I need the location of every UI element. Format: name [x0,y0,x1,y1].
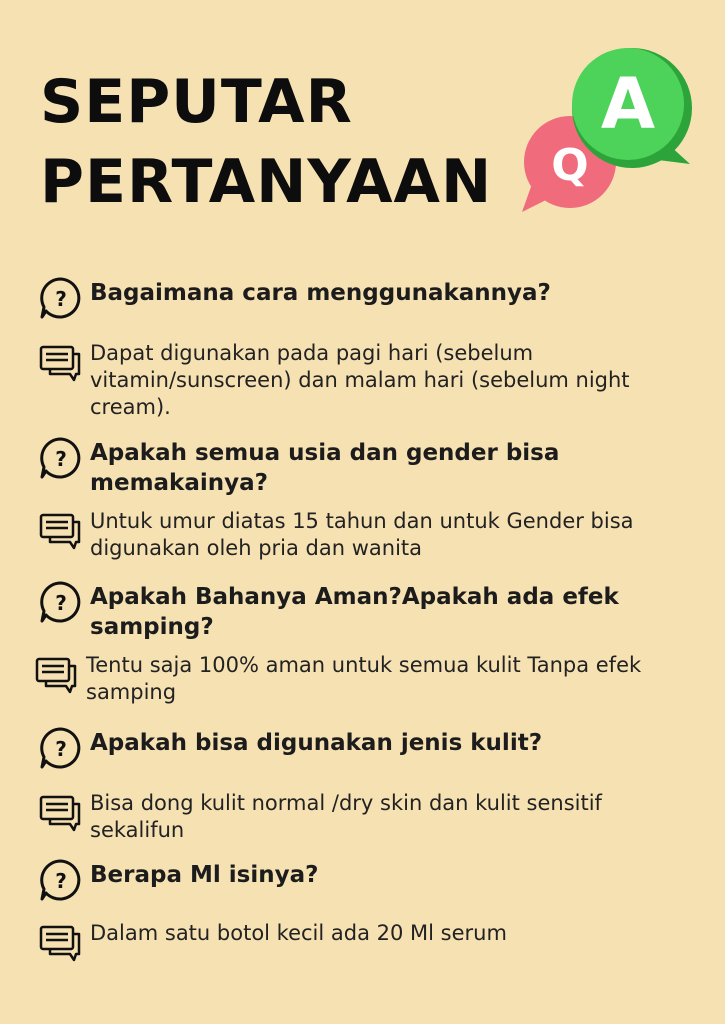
question-bubble-icon [38,858,82,902]
question-text: Berapa Ml isinya? [90,862,319,888]
question-row [38,436,698,498]
answer-row [38,920,698,964]
q-letter: Q [551,140,589,191]
a-letter: A [600,63,656,145]
question-bubble-icon [38,580,82,624]
question-text: Bagaimana cara menggunakannya? [90,280,551,306]
svg-text:?: ? [55,287,67,311]
answer-text: Dapat digunakan pada pagi hari (sebelum vitamin/sunscreen) dan malam hari (sebelum night cream). [90,341,630,419]
question-row [38,858,698,902]
question-bubble-icon [38,276,82,320]
question-text: Apakah bisa digunakan jenis kulit? [90,730,543,756]
faq-item-2 [38,436,698,562]
answer-text: Untuk umur diatas 15 tahun dan untuk Gender bisa digunakan oleh pria dan wanita [90,509,634,560]
svg-text:?: ? [55,737,67,761]
question-text: Apakah Bahanya Aman?Apakah ada efek samping? [90,584,619,640]
chat-icon [38,794,82,834]
svg-text:?: ? [55,869,67,893]
answer-row [34,652,698,706]
title-line-1: SEPUTAR [40,67,353,137]
answer-row [38,508,698,562]
question-row [38,276,698,320]
answer-text: Tentu saja 100% aman untuk semua kulit Tanpa efek samping [86,653,642,704]
svg-text:?: ? [55,591,67,615]
question-row [38,580,698,642]
qa-bubbles-icon [518,44,694,216]
question-bubble-icon [38,436,82,480]
faq-item-5 [38,858,698,964]
title-line-2: PERTANYAAN [40,147,493,217]
answer-text: Bisa dong kulit normal /dry skin dan kulit sensitif sekalifun [90,791,602,842]
page-title [40,62,492,222]
chat-icon [38,512,82,552]
a-bubble-icon [572,48,692,168]
answer-text: Dalam satu botol kecil ada 20 Ml serum [90,921,507,945]
chat-icon [38,924,82,964]
faq-item-1 [38,276,698,421]
faq-item-4 [38,726,698,844]
answer-row [38,790,698,844]
question-bubble-icon [38,726,82,770]
svg-text:?: ? [55,447,67,471]
chat-icon [38,344,82,384]
faq-item-3 [38,580,698,706]
question-row [38,726,698,770]
question-text: Apakah semua usia dan gender bisa memakainya? [90,440,560,496]
answer-row [38,340,698,421]
chat-icon [34,656,78,696]
